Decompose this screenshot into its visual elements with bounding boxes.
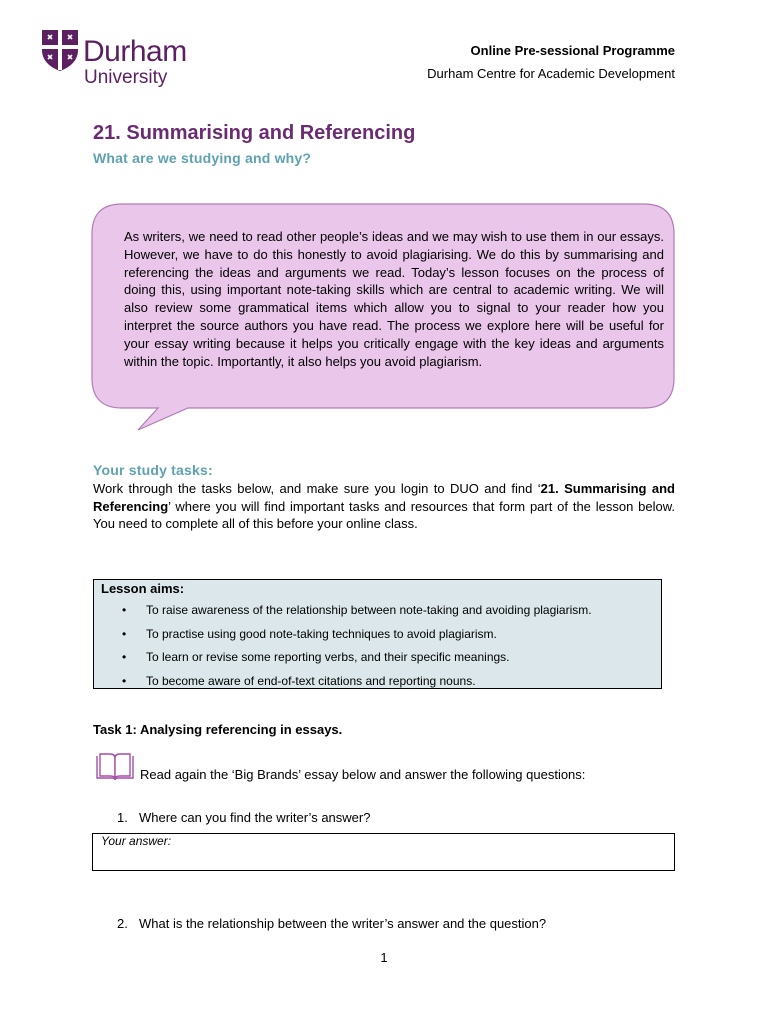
logo-wordmark-line1: Durham: [83, 35, 187, 68]
lesson-aims-box: [93, 579, 662, 689]
page-number: 1: [380, 950, 388, 965]
question-number: 1.: [117, 810, 128, 825]
durham-logo: [40, 28, 200, 90]
page-subtitle: What are we studying and why?: [93, 150, 312, 166]
study-tasks-paragraph: [93, 480, 675, 533]
bubble-text: As writers, we need to read other people’s ideas and we may wish to use them in our essays. However, we have to do this honestly to avoid plagiarising. We do this by summarising and referencing the ideas and arguments we read. Today’s lesson focuses on the process of doing this, using important note-taking skills which are central to academic writing. We will also review some grammatical items which allow you to signal to your reader how you interpret the source authors you have read. The process we explore here will be useful for your essay writing because it helps you critically engage with the key ideas and arguments within the topic. Importantly, it also helps you avoid plagiarism.: [124, 229, 664, 369]
page-title: 21. Summarising and Referencing: [93, 122, 416, 144]
header-centre: Durham Centre for Academic Development: [427, 66, 675, 81]
bullet-icon: •: [122, 626, 127, 641]
list-item: [94, 649, 592, 673]
answer-label: Your answer:: [101, 834, 172, 848]
aim-text: To become aware of end-of-text citations and reporting nouns.: [146, 673, 476, 688]
task1-heading: Task 1: Analysing referencing in essays.: [93, 722, 343, 737]
lesson-aims-title: Lesson aims:: [101, 581, 185, 596]
list-item: [94, 602, 592, 626]
book-icon: [95, 752, 135, 782]
aim-text: To raise awareness of the relationship between note-taking and avoiding plagiarism.: [146, 603, 592, 617]
study-tasks-heading: Your study tasks:: [93, 462, 213, 478]
list-item: [94, 673, 592, 697]
bullet-icon: •: [122, 650, 127, 664]
aim-text: To practise using good note-taking techniques to avoid plagiarism.: [146, 626, 497, 641]
logo-wordmark-line2: University: [84, 67, 168, 88]
list-item: [94, 626, 592, 650]
answer-box[interactable]: [92, 833, 675, 871]
study-tasks-text-after: ’ where you will find important tasks and resources that form part of the lesson below. You need to complete all of this before your online class.: [93, 498, 675, 531]
study-tasks-text-before: Work through the tasks below, and make sure you login to DUO and find ‘: [93, 481, 541, 496]
crest-icon: [40, 28, 80, 72]
question-text: Where can you find the writer’s answer?: [139, 810, 371, 825]
task1-instruction: Read again the ‘Big Brands’ essay below and answer the following questions:: [140, 767, 586, 782]
header-programme: Online Pre-sessional Programme: [470, 43, 675, 58]
bullet-icon: •: [122, 603, 127, 617]
duo-lesson-name: 21. Summarising and Referencing: [93, 481, 675, 514]
aim-text: To learn or revise some reporting verbs, and their specific meanings.: [146, 650, 510, 664]
lesson-aims-list: [94, 602, 592, 696]
question-number: 2.: [117, 916, 128, 931]
bullet-icon: •: [122, 673, 127, 688]
question-text: What is the relationship between the writer’s answer and the question?: [139, 916, 547, 931]
